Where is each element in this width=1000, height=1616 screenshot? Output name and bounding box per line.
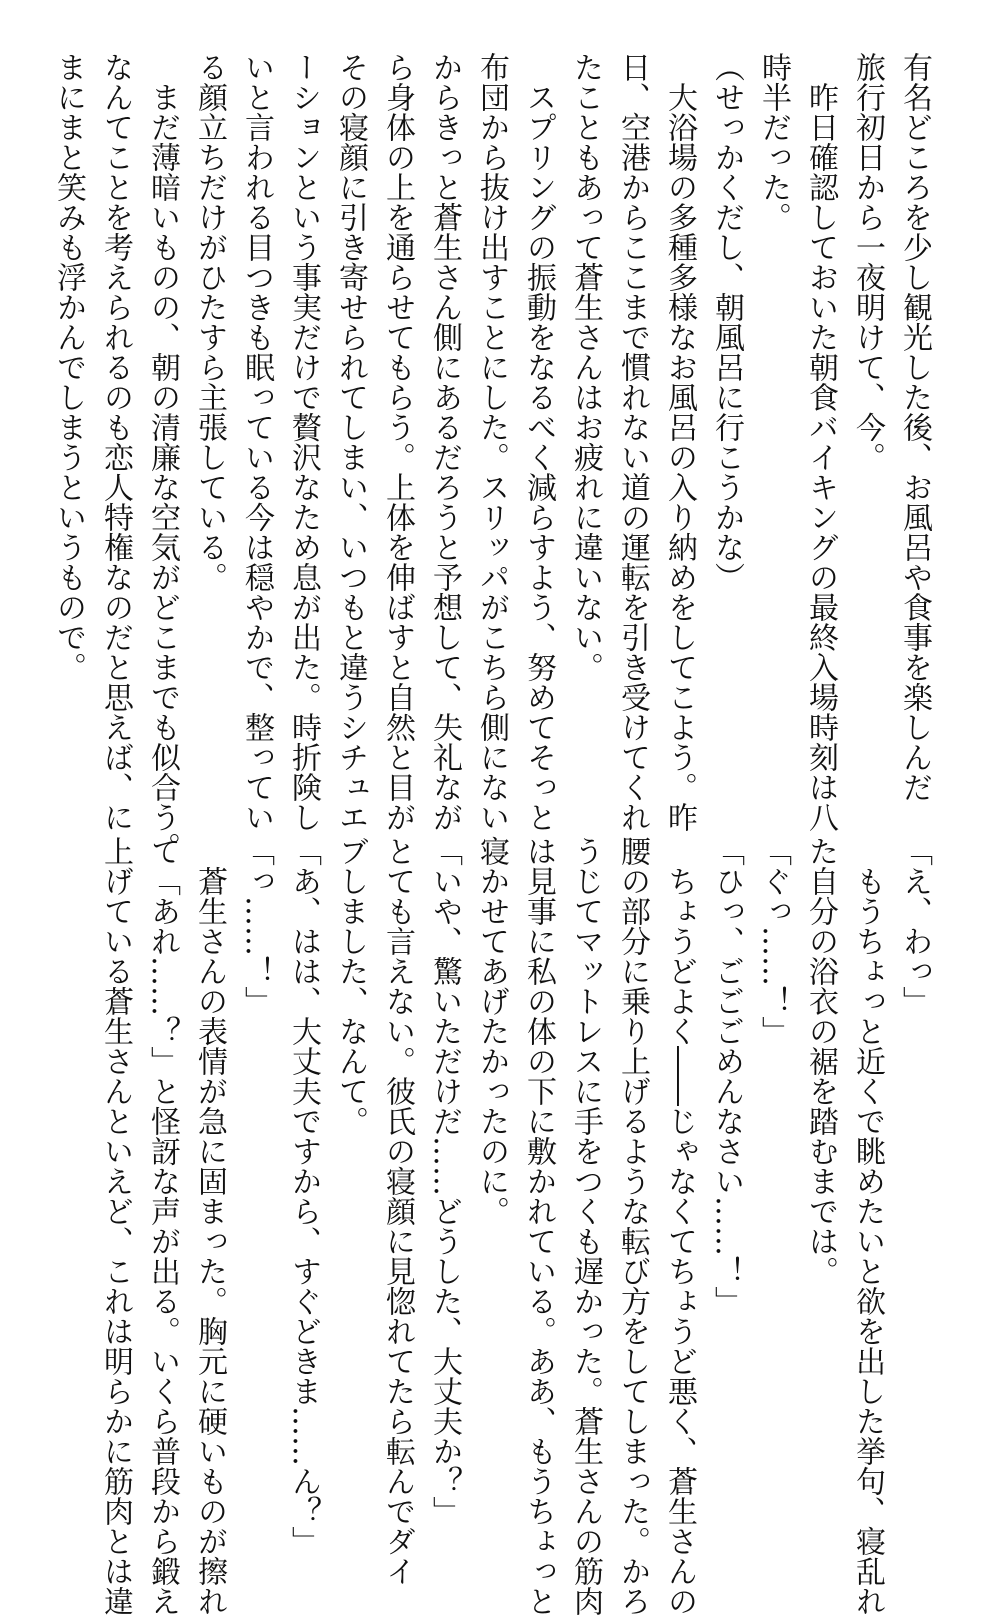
text-column: 「あ、はは、大丈夫ですから、すぐどきま……ん？」 <box>286 836 321 1556</box>
text-column: ら身体の上を通らせてもらう。上体を伸ばすと自然と目が <box>380 52 415 832</box>
text-column: 「ひっ、ごごごめんなさい……！」 <box>709 836 744 1316</box>
text-column: たこともあって蒼生さんはお疲れに違いない。 <box>568 52 603 682</box>
text-column: うじてマットレスに手をつくも遅かった。蒼生さんの筋肉 <box>568 836 603 1616</box>
text-column: 旅行初日から一夜明けて、今。 <box>850 52 885 472</box>
text-column: ブしました、なんて。 <box>333 836 368 1136</box>
top-text-block <box>45 52 938 862</box>
text-column: （せっかくだし、朝風呂に行こうかな） <box>709 52 744 592</box>
text-column: 腰の部分に乗り上げるような転び方をしてしまった。かろ <box>615 836 650 1616</box>
text-column: 上げている蒼生さんといえど、これは明らかに筋肉とは違 <box>98 836 133 1616</box>
text-column: からきっと蒼生さん側にあるだろうと予想して、失礼なが <box>427 52 462 832</box>
text-column: 昨日確認しておいた朝食バイキングの最終入場時刻は八 <box>803 52 838 832</box>
text-column: 「いや、驚いただけだ……どうした、大丈夫か？」 <box>427 836 462 1526</box>
text-column: もうちょっと近くで眺めたいと欲を出した挙句、寝乱れ <box>850 836 885 1616</box>
text-column: 布団から抜け出すことにした。スリッパがこちら側にない <box>474 52 509 832</box>
text-column: 「っ……！」 <box>239 836 274 1016</box>
text-column: なんてことを考えられるのも恋人特権なのだと思えば、に <box>98 52 133 832</box>
text-column: 日、空港からここまで慣れない道の運転を引き受けてくれ <box>615 52 650 832</box>
text-column: 大浴場の多種多様なお風呂の入り納めをしてこよう。昨 <box>662 52 697 832</box>
text-column: まだ薄暗いものの、朝の清廉な空気がどこまでも似合う。 <box>145 52 180 862</box>
text-column: まにまと笑みも浮かんでしまうというもので。 <box>51 52 86 682</box>
text-column: 時半だった。 <box>756 52 791 232</box>
text-column: ちょうどよく――じゃなくてちょうど悪く、蒼生さんの <box>662 836 697 1616</box>
text-column: て「あれ……？」と怪訝な声が出る。いくら普段から鍛え <box>145 836 180 1616</box>
text-column: スプリングの振動をなるべく減らすよう、努めてそっと <box>521 52 556 832</box>
text-column: 「え、わっ」 <box>897 836 932 1016</box>
text-column: 「ぐっ……！」 <box>756 836 791 1046</box>
text-column: その寝顔に引き寄せられてしまい、いつもと違うシチュエ <box>333 52 368 832</box>
text-column: は見事に私の体の下に敷かれている。ああ、もうちょっと <box>521 836 556 1616</box>
text-column: 蒼生さんの表情が急に固まった。胸元に硬いものが擦れ <box>192 836 227 1616</box>
text-column: 有名どころを少し観光した後、お風呂や食事を楽しんだ <box>897 52 932 802</box>
text-column: た自分の浴衣の裾を踏むまでは。 <box>803 836 838 1286</box>
text-column: 寝かせてあげたかったのに。 <box>474 836 509 1226</box>
text-column: る顔立ちだけがひたすら主張している。 <box>192 52 227 592</box>
bottom-text-block <box>92 836 938 1616</box>
text-column: いと言われる目つきも眠っている今は穏やかで、整ってい <box>239 52 274 832</box>
text-column: ーションという事実だけで贅沢なため息が出た。時折険し <box>286 52 321 832</box>
text-column: とても言えない。彼氏の寝顔に見惚れてたら転んでダイ <box>380 836 415 1586</box>
